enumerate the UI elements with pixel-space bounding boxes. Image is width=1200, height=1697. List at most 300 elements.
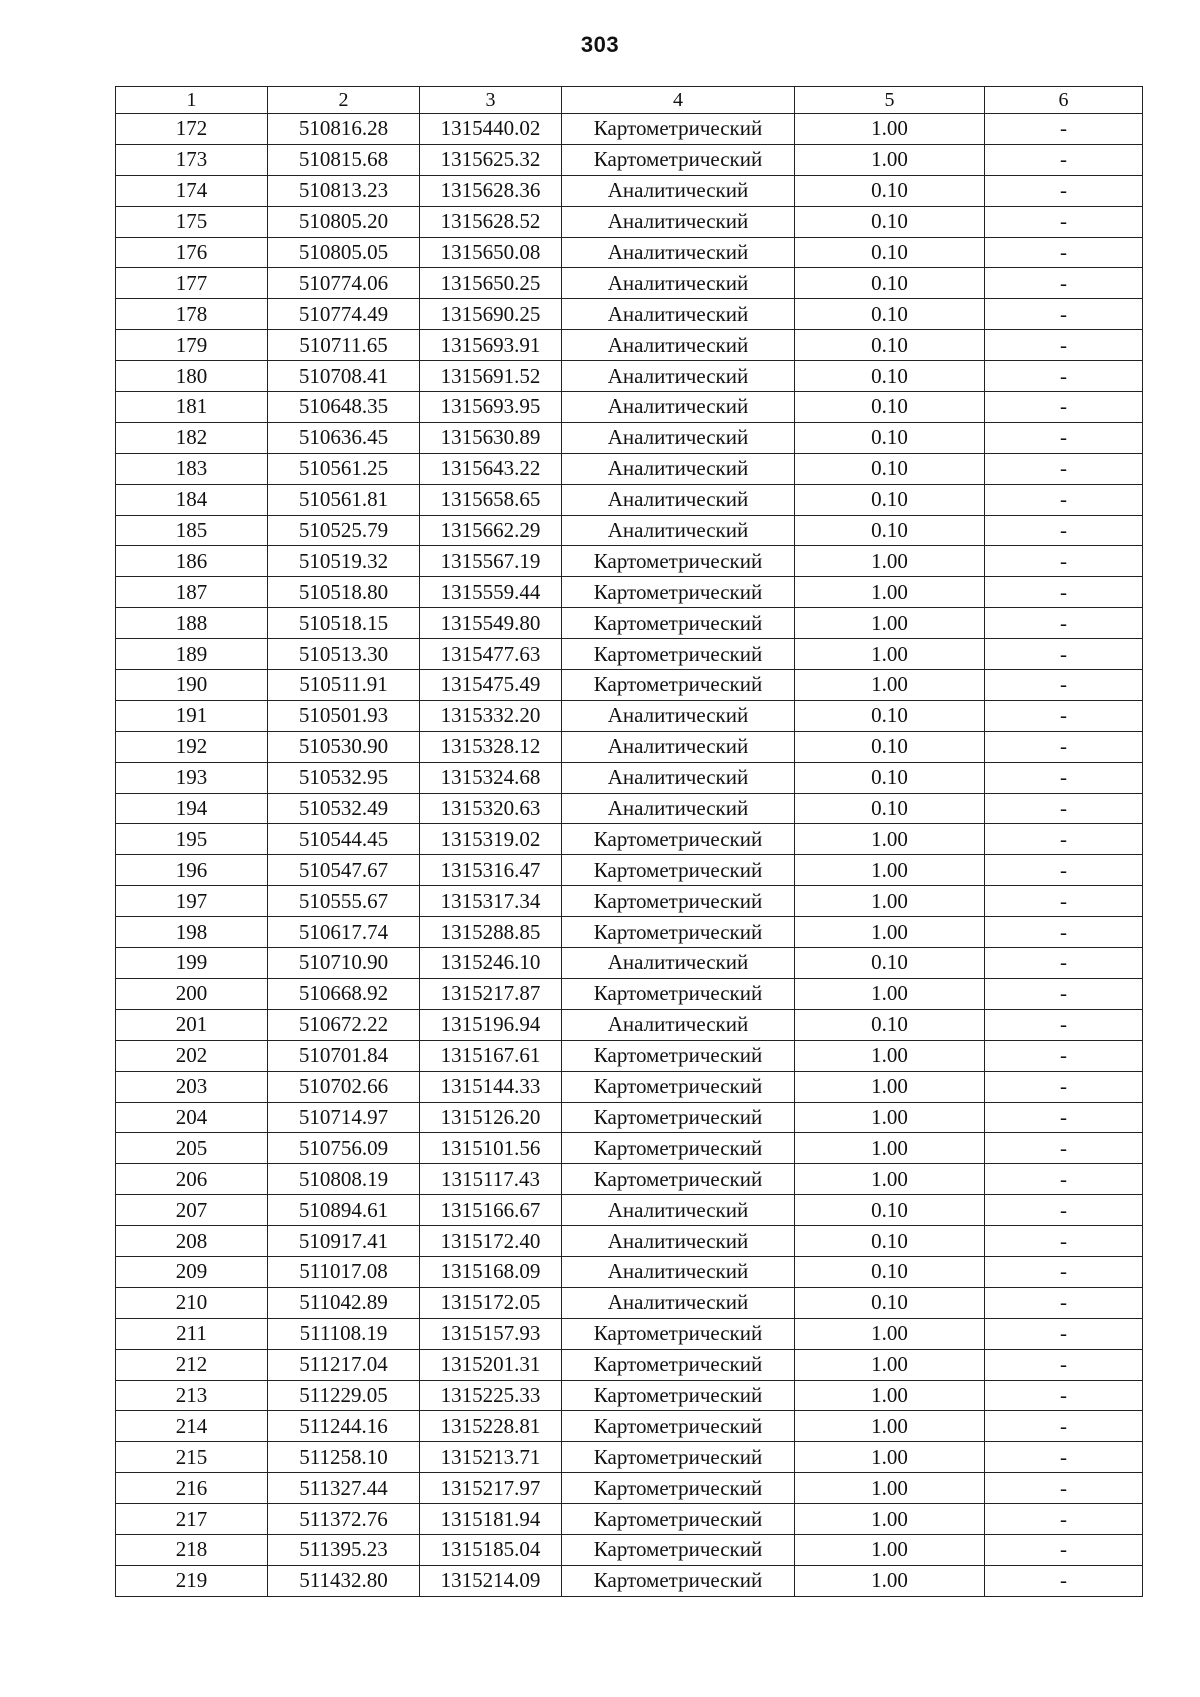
note-cell: - [985,639,1143,670]
x-coordinate-cell: 510774.06 [268,268,420,299]
method-cell: Аналитический [562,361,795,392]
method-cell: Аналитический [562,731,795,762]
table-row [116,206,1143,237]
note-cell: - [985,361,1143,392]
point-number-cell: 181 [116,392,268,423]
x-coordinate-cell: 510711.65 [268,330,420,361]
point-number-cell: 176 [116,237,268,268]
table-row [116,948,1143,979]
accuracy-cell: 1.00 [795,886,985,917]
accuracy-cell: 1.00 [795,1534,985,1565]
table-row [116,1318,1143,1349]
y-coordinate-cell: 1315117.43 [420,1164,562,1195]
x-coordinate-cell: 511108.19 [268,1318,420,1349]
y-coordinate-cell: 1315693.95 [420,392,562,423]
table-row [116,608,1143,639]
accuracy-cell: 1.00 [795,1349,985,1380]
note-cell: - [985,978,1143,1009]
note-cell: - [985,206,1143,237]
method-cell: Аналитический [562,1226,795,1257]
y-coordinate-cell: 1315477.63 [420,639,562,670]
method-cell: Картометрический [562,1318,795,1349]
accuracy-cell: 1.00 [795,1040,985,1071]
y-coordinate-cell: 1315650.08 [420,237,562,268]
point-number-cell: 201 [116,1009,268,1040]
table-row [116,855,1143,886]
table-row [116,299,1143,330]
y-coordinate-cell: 1315328.12 [420,731,562,762]
method-cell: Аналитический [562,1256,795,1287]
accuracy-cell: 0.10 [795,700,985,731]
x-coordinate-cell: 511042.89 [268,1287,420,1318]
method-cell: Картометрический [562,577,795,608]
x-coordinate-cell: 510702.66 [268,1071,420,1102]
note-cell: - [985,330,1143,361]
method-cell: Картометрический [562,670,795,701]
method-cell: Аналитический [562,793,795,824]
method-cell: Картометрический [562,1133,795,1164]
point-number-cell: 190 [116,670,268,701]
table-body [116,114,1143,1597]
x-coordinate-cell: 510561.25 [268,453,420,484]
point-number-cell: 209 [116,1256,268,1287]
column-header-1: 1 [116,87,268,114]
method-cell: Картометрический [562,855,795,886]
method-cell: Аналитический [562,330,795,361]
point-number-cell: 218 [116,1534,268,1565]
table-row [116,1164,1143,1195]
table-row [116,515,1143,546]
point-number-cell: 214 [116,1411,268,1442]
y-coordinate-cell: 1315288.85 [420,917,562,948]
note-cell: - [985,546,1143,577]
x-coordinate-cell: 510518.80 [268,577,420,608]
y-coordinate-cell: 1315628.52 [420,206,562,237]
y-coordinate-cell: 1315332.20 [420,700,562,731]
note-cell: - [985,577,1143,608]
table-row [116,1380,1143,1411]
note-cell: - [985,1504,1143,1535]
accuracy-cell: 1.00 [795,1442,985,1473]
table-row [116,1102,1143,1133]
note-cell: - [985,824,1143,855]
x-coordinate-cell: 510547.67 [268,855,420,886]
note-cell: - [985,1226,1143,1257]
accuracy-cell: 1.00 [795,1504,985,1535]
y-coordinate-cell: 1315144.33 [420,1071,562,1102]
method-cell: Аналитический [562,453,795,484]
accuracy-cell: 0.10 [795,515,985,546]
x-coordinate-cell: 511017.08 [268,1256,420,1287]
table-row [116,762,1143,793]
y-coordinate-cell: 1315324.68 [420,762,562,793]
table-row [116,546,1143,577]
accuracy-cell: 1.00 [795,1380,985,1411]
point-number-cell: 184 [116,484,268,515]
y-coordinate-cell: 1315217.87 [420,978,562,1009]
note-cell: - [985,1473,1143,1504]
table-row [116,392,1143,423]
accuracy-cell: 0.10 [795,268,985,299]
note-cell: - [985,762,1143,793]
note-cell: - [985,1380,1143,1411]
point-number-cell: 188 [116,608,268,639]
x-coordinate-cell: 511229.05 [268,1380,420,1411]
point-number-cell: 193 [116,762,268,793]
x-coordinate-cell: 510530.90 [268,731,420,762]
column-header-2: 2 [268,87,420,114]
table-row [116,1226,1143,1257]
accuracy-cell: 1.00 [795,1102,985,1133]
accuracy-cell: 1.00 [795,1164,985,1195]
y-coordinate-cell: 1315440.02 [420,114,562,145]
method-cell: Картометрический [562,546,795,577]
note-cell: - [985,268,1143,299]
table-row [116,114,1143,145]
method-cell: Аналитический [562,1195,795,1226]
y-coordinate-cell: 1315168.09 [420,1256,562,1287]
x-coordinate-cell: 510808.19 [268,1164,420,1195]
accuracy-cell: 0.10 [795,453,985,484]
x-coordinate-cell: 511327.44 [268,1473,420,1504]
x-coordinate-cell: 510815.68 [268,144,420,175]
x-coordinate-cell: 511244.16 [268,1411,420,1442]
note-cell: - [985,1442,1143,1473]
table-row [116,422,1143,453]
y-coordinate-cell: 1315650.25 [420,268,562,299]
y-coordinate-cell: 1315690.25 [420,299,562,330]
x-coordinate-cell: 510701.84 [268,1040,420,1071]
table-row [116,793,1143,824]
x-coordinate-cell: 510714.97 [268,1102,420,1133]
point-number-cell: 178 [116,299,268,330]
table-row [116,1009,1143,1040]
table-row [116,268,1143,299]
method-cell: Картометрический [562,1411,795,1442]
point-number-cell: 180 [116,361,268,392]
point-number-cell: 175 [116,206,268,237]
accuracy-cell: 0.10 [795,762,985,793]
accuracy-cell: 0.10 [795,731,985,762]
y-coordinate-cell: 1315316.47 [420,855,562,886]
x-coordinate-cell: 511217.04 [268,1349,420,1380]
note-cell: - [985,237,1143,268]
table-row [116,824,1143,855]
method-cell: Картометрический [562,639,795,670]
x-coordinate-cell: 510816.28 [268,114,420,145]
table-row [116,1504,1143,1535]
accuracy-cell: 0.10 [795,175,985,206]
point-number-cell: 199 [116,948,268,979]
x-coordinate-cell: 510668.92 [268,978,420,1009]
method-cell: Аналитический [562,1009,795,1040]
point-number-cell: 219 [116,1565,268,1596]
accuracy-cell: 0.10 [795,948,985,979]
x-coordinate-cell: 510519.32 [268,546,420,577]
method-cell: Картометрический [562,608,795,639]
method-cell: Картометрический [562,1473,795,1504]
table-row [116,361,1143,392]
method-cell: Аналитический [562,484,795,515]
accuracy-cell: 0.10 [795,361,985,392]
method-cell: Картометрический [562,144,795,175]
accuracy-cell: 1.00 [795,114,985,145]
method-cell: Картометрический [562,1040,795,1071]
note-cell: - [985,422,1143,453]
accuracy-cell: 1.00 [795,1473,985,1504]
accuracy-cell: 0.10 [795,422,985,453]
x-coordinate-cell: 510617.74 [268,917,420,948]
point-number-cell: 213 [116,1380,268,1411]
note-cell: - [985,1102,1143,1133]
point-number-cell: 208 [116,1226,268,1257]
table-row [116,1349,1143,1380]
note-cell: - [985,1534,1143,1565]
table-row [116,1411,1143,1442]
note-cell: - [985,1133,1143,1164]
point-number-cell: 189 [116,639,268,670]
point-number-cell: 200 [116,978,268,1009]
accuracy-cell: 1.00 [795,639,985,670]
table-row [116,1565,1143,1596]
x-coordinate-cell: 510805.20 [268,206,420,237]
x-coordinate-cell: 510756.09 [268,1133,420,1164]
point-number-cell: 217 [116,1504,268,1535]
method-cell: Картометрический [562,1442,795,1473]
method-cell: Картометрический [562,114,795,145]
point-number-cell: 177 [116,268,268,299]
x-coordinate-cell: 510636.45 [268,422,420,453]
method-cell: Картометрический [562,1534,795,1565]
y-coordinate-cell: 1315126.20 [420,1102,562,1133]
table-row [116,330,1143,361]
accuracy-cell: 1.00 [795,1318,985,1349]
x-coordinate-cell: 510813.23 [268,175,420,206]
y-coordinate-cell: 1315166.67 [420,1195,562,1226]
method-cell: Аналитический [562,392,795,423]
accuracy-cell: 0.10 [795,299,985,330]
note-cell: - [985,1565,1143,1596]
y-coordinate-cell: 1315157.93 [420,1318,562,1349]
y-coordinate-cell: 1315691.52 [420,361,562,392]
point-number-cell: 202 [116,1040,268,1071]
column-header-6: 6 [985,87,1143,114]
y-coordinate-cell: 1315475.49 [420,670,562,701]
y-coordinate-cell: 1315214.09 [420,1565,562,1596]
table-row [116,1287,1143,1318]
point-number-cell: 211 [116,1318,268,1349]
x-coordinate-cell: 510525.79 [268,515,420,546]
table-row [116,1040,1143,1071]
y-coordinate-cell: 1315172.05 [420,1287,562,1318]
method-cell: Картометрический [562,1102,795,1133]
note-cell: - [985,114,1143,145]
table-row [116,1195,1143,1226]
table-row [116,670,1143,701]
note-cell: - [985,392,1143,423]
point-number-cell: 182 [116,422,268,453]
method-cell: Аналитический [562,948,795,979]
point-number-cell: 183 [116,453,268,484]
accuracy-cell: 0.10 [795,1256,985,1287]
y-coordinate-cell: 1315693.91 [420,330,562,361]
y-coordinate-cell: 1315549.80 [420,608,562,639]
point-number-cell: 205 [116,1133,268,1164]
y-coordinate-cell: 1315625.32 [420,144,562,175]
x-coordinate-cell: 510511.91 [268,670,420,701]
method-cell: Картометрический [562,917,795,948]
y-coordinate-cell: 1315181.94 [420,1504,562,1535]
table-row [116,917,1143,948]
table-row [116,1473,1143,1504]
table-row [116,978,1143,1009]
table-row [116,1442,1143,1473]
note-cell: - [985,1349,1143,1380]
accuracy-cell: 0.10 [795,237,985,268]
column-header-3: 3 [420,87,562,114]
y-coordinate-cell: 1315213.71 [420,1442,562,1473]
accuracy-cell: 0.10 [795,206,985,237]
y-coordinate-cell: 1315630.89 [420,422,562,453]
table-row [116,453,1143,484]
method-cell: Картометрический [562,1504,795,1535]
point-number-cell: 215 [116,1442,268,1473]
x-coordinate-cell: 511395.23 [268,1534,420,1565]
note-cell: - [985,700,1143,731]
y-coordinate-cell: 1315320.63 [420,793,562,824]
method-cell: Аналитический [562,299,795,330]
x-coordinate-cell: 510917.41 [268,1226,420,1257]
method-cell: Картометрический [562,1071,795,1102]
accuracy-cell: 1.00 [795,1565,985,1596]
table-row [116,731,1143,762]
note-cell: - [985,1071,1143,1102]
y-coordinate-cell: 1315228.81 [420,1411,562,1442]
method-cell: Аналитический [562,206,795,237]
accuracy-cell: 1.00 [795,824,985,855]
point-number-cell: 174 [116,175,268,206]
note-cell: - [985,1411,1143,1442]
accuracy-cell: 1.00 [795,917,985,948]
method-cell: Картометрический [562,824,795,855]
table-row [116,1071,1143,1102]
y-coordinate-cell: 1315225.33 [420,1380,562,1411]
note-cell: - [985,484,1143,515]
table-row [116,639,1143,670]
accuracy-cell: 0.10 [795,1009,985,1040]
table-row [116,175,1143,206]
note-cell: - [985,855,1143,886]
method-cell: Аналитический [562,422,795,453]
point-number-cell: 203 [116,1071,268,1102]
point-number-cell: 173 [116,144,268,175]
note-cell: - [985,886,1143,917]
table-row [116,144,1143,175]
accuracy-cell: 0.10 [795,484,985,515]
y-coordinate-cell: 1315167.61 [420,1040,562,1071]
x-coordinate-cell: 510710.90 [268,948,420,979]
x-coordinate-cell: 510648.35 [268,392,420,423]
accuracy-cell: 0.10 [795,793,985,824]
note-cell: - [985,175,1143,206]
note-cell: - [985,1009,1143,1040]
x-coordinate-cell: 511258.10 [268,1442,420,1473]
point-number-cell: 195 [116,824,268,855]
method-cell: Картометрический [562,1349,795,1380]
accuracy-cell: 1.00 [795,670,985,701]
x-coordinate-cell: 510501.93 [268,700,420,731]
point-number-cell: 196 [116,855,268,886]
point-number-cell: 210 [116,1287,268,1318]
accuracy-cell: 1.00 [795,855,985,886]
note-cell: - [985,1256,1143,1287]
accuracy-cell: 1.00 [795,144,985,175]
point-number-cell: 198 [116,917,268,948]
y-coordinate-cell: 1315319.02 [420,824,562,855]
point-number-cell: 207 [116,1195,268,1226]
method-cell: Аналитический [562,1287,795,1318]
x-coordinate-cell: 511432.80 [268,1565,420,1596]
point-number-cell: 212 [116,1349,268,1380]
accuracy-cell: 1.00 [795,978,985,1009]
note-cell: - [985,1040,1143,1071]
note-cell: - [985,299,1143,330]
point-number-cell: 192 [116,731,268,762]
y-coordinate-cell: 1315628.36 [420,175,562,206]
note-cell: - [985,1318,1143,1349]
column-header-5: 5 [795,87,985,114]
note-cell: - [985,515,1143,546]
x-coordinate-cell: 510544.45 [268,824,420,855]
point-number-cell: 204 [116,1102,268,1133]
y-coordinate-cell: 1315101.56 [420,1133,562,1164]
accuracy-cell: 1.00 [795,608,985,639]
method-cell: Аналитический [562,762,795,793]
table-row [116,1534,1143,1565]
table-row [116,237,1143,268]
point-number-cell: 187 [116,577,268,608]
method-cell: Аналитический [562,175,795,206]
accuracy-cell: 1.00 [795,1071,985,1102]
point-number-cell: 186 [116,546,268,577]
point-number-cell: 194 [116,793,268,824]
table-row [116,1133,1143,1164]
method-cell: Картометрический [562,1380,795,1411]
method-cell: Картометрический [562,1164,795,1195]
method-cell: Картометрический [562,978,795,1009]
note-cell: - [985,917,1143,948]
point-number-cell: 206 [116,1164,268,1195]
page-number: 303 [580,32,620,57]
accuracy-cell: 0.10 [795,1226,985,1257]
note-cell: - [985,1287,1143,1318]
method-cell: Аналитический [562,268,795,299]
y-coordinate-cell: 1315217.97 [420,1473,562,1504]
table-row [116,886,1143,917]
point-number-cell: 179 [116,330,268,361]
y-coordinate-cell: 1315567.19 [420,546,562,577]
note-cell: - [985,793,1143,824]
accuracy-cell: 1.00 [795,1133,985,1164]
y-coordinate-cell: 1315317.34 [420,886,562,917]
accuracy-cell: 0.10 [795,1287,985,1318]
x-coordinate-cell: 510532.49 [268,793,420,824]
table-row [116,1256,1143,1287]
table-header-row [116,87,1143,114]
note-cell: - [985,608,1143,639]
point-number-cell: 191 [116,700,268,731]
note-cell: - [985,144,1143,175]
